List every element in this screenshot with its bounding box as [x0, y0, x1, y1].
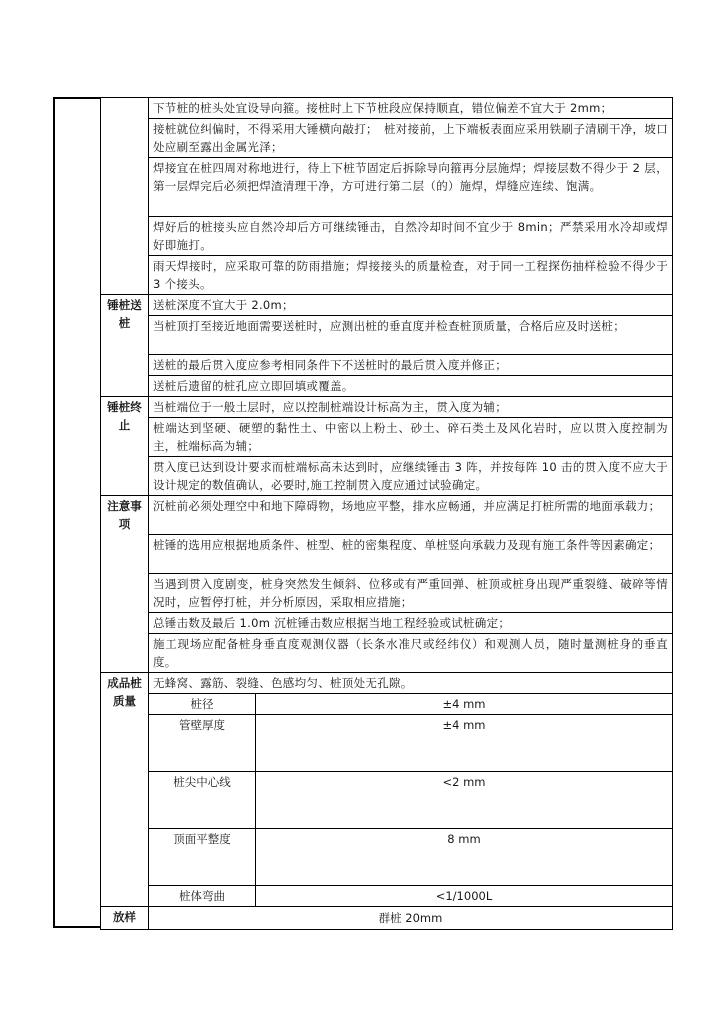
send-pile-item: 送桩的最后贯入度应参考相同条件下不送桩时的最后贯入度并修正； [149, 355, 673, 376]
joint-item: 焊接宜在桩四周对称地进行，待上下桩节固定后拆除导向箍再分层施焊；焊接层数不得少于 2 层，第一层焊完后必须把焊渣清理干净，方可进行第二层（的）施焊，焊缝应连续、饱满。 [149, 158, 673, 217]
termination-item: 桩端达到坚硬、硬塑的黏性土、中密以上粉土、砂土、碎石类土及风化岩时，应以贯入度控制为主，桩端标高为辅； [149, 418, 673, 457]
quality-item-value: ±4 mm [256, 715, 673, 772]
table-row [101, 694, 673, 715]
table-row [101, 119, 673, 158]
quality-category: 成品桩质量 [101, 673, 149, 907]
joint-item: 焊好后的桩接头应自然冷却后方可继续锤击，自然冷却时间不宜少于 8min；严禁采用水冷却或焊好即施打。 [149, 217, 673, 256]
quality-intro: 无蜂窝、露筋、裂缝、色感均匀、桩顶处无孔隙。 [149, 673, 673, 694]
table-row [101, 907, 673, 930]
outer-left-border [53, 97, 101, 928]
termination-item: 贯入度已达到设计要求而桩端标高未达到时，应继续锤击 3 阵，并按每阵 10 击的贯入度不应大于设计规定的数值确认，必要时,施工控制贯入度应通过试验确定。 [149, 457, 673, 496]
table-row [101, 316, 673, 355]
notes-category: 注意事项 [101, 496, 149, 673]
quality-item-value: <1/1000L [256, 886, 673, 907]
quality-item-value: <2 mm [256, 772, 673, 829]
table-row [101, 886, 673, 907]
termination-category: 锤桩终止 [101, 397, 149, 496]
termination-item: 当桩端位于一般土层时，应以控制桩端设计标高为主，贯入度为辅； [149, 397, 673, 418]
quality-item-name: 顶面平整度 [149, 829, 256, 886]
table-row [101, 397, 673, 418]
table-row [101, 376, 673, 397]
table-row [101, 158, 673, 217]
table-row [101, 256, 673, 295]
quality-item-name: 管壁厚度 [149, 715, 256, 772]
table-row [101, 496, 673, 535]
layout-out-category: 放样 [101, 907, 149, 930]
joint-item: 下节桩的桩头处宜设导向箍。接桩时上下节桩段应保持顺直，错位偏差不宜大于 2mm； [149, 98, 673, 119]
table-row [101, 715, 673, 772]
table-row [101, 574, 673, 613]
joint-category [101, 98, 149, 295]
quality-item-name: 桩尖中心线 [149, 772, 256, 829]
notes-item: 桩锤的选用应根据地质条件、桩型、桩的密集程度、单桩竖向承载力及现有施工条件等因素确定； [149, 535, 673, 574]
table-row [101, 634, 673, 673]
send-pile-category: 锤桩送桩 [101, 295, 149, 397]
quality-item-name: 桩径 [149, 694, 256, 715]
table-row [101, 217, 673, 256]
table-row [101, 418, 673, 457]
quality-item-value: ±4 mm [256, 694, 673, 715]
joint-item: 接桩就位纠偏时，不得采用大锤横向敲打； 桩对接前，上下端板表面应采用铁刷子清刷干净，坡口处应刷至露出金属光泽； [149, 119, 673, 158]
quality-item-value: 8 mm [256, 829, 673, 886]
layout-out-value: 群桩 20mm [149, 907, 673, 930]
notes-item: 当遇到贯入度剧变，桩身突然发生倾斜、位移或有严重回弹、桩顶或桩身出现严重裂缝、破碎等情况时，应暂停打桩，并分析原因，采取相应措施； [149, 574, 673, 613]
joint-item: 雨天焊接时，应采取可靠的防雨措施；焊接接头的质量检查，对于同一工程探伤抽样检验不得少于 3 个接头。 [149, 256, 673, 295]
notes-item: 总锤击数及最后 1.0m 沉桩锤击数应根据当地工程经验或试桩确定； [149, 613, 673, 634]
send-pile-item: 送桩深度不宜大于 2.0m； [149, 295, 673, 316]
send-pile-item: 当桩顶打至接近地面需要送桩时，应测出桩的垂直度并检查桩顶质量，合格后应及时送桩； [149, 316, 673, 355]
table-row [101, 98, 673, 119]
notes-item: 沉桩前必须处理空中和地下障碍物，场地应平整，排水应畅通，并应满足打桩所需的地面承载力； [149, 496, 673, 535]
table-row [101, 829, 673, 886]
table-row [101, 535, 673, 574]
send-pile-item: 送桩后遗留的桩孔应立即回填或覆盖。 [149, 376, 673, 397]
quality-item-name: 桩体弯曲 [149, 886, 256, 907]
table-row [101, 295, 673, 316]
construction-spec-table [100, 97, 673, 930]
notes-item: 施工现场应配备桩身垂直度观测仪器（长条水准尺或经纬仪）和观测人员，随时量测桩身的垂直度。 [149, 634, 673, 673]
table-row [101, 355, 673, 376]
table-row [101, 673, 673, 694]
table-row [101, 457, 673, 496]
table-row [101, 772, 673, 829]
table-row [101, 613, 673, 634]
